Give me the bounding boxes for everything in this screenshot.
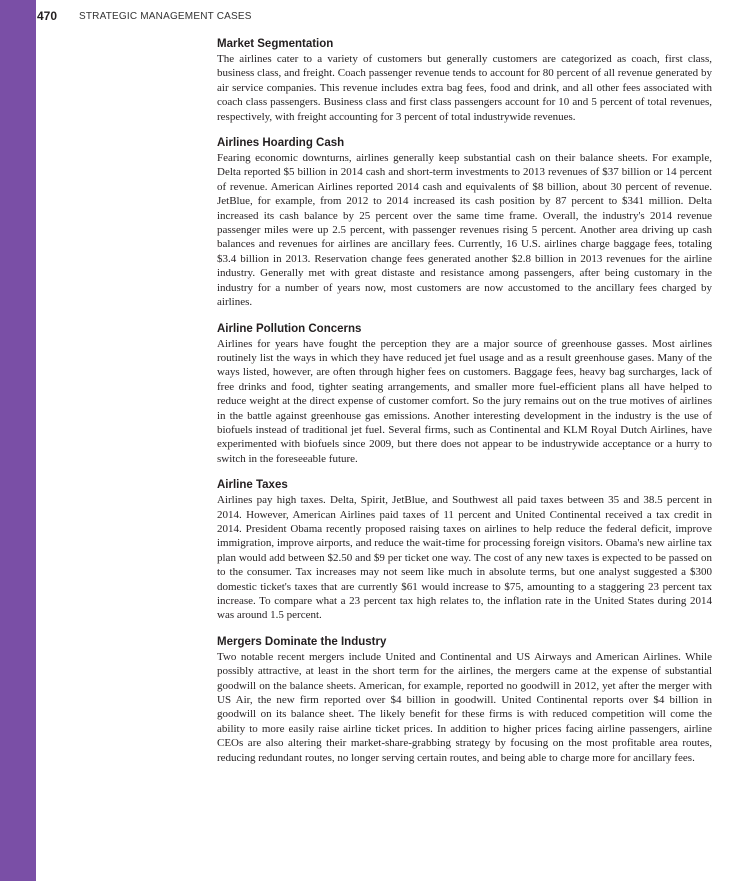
section-heading: Mergers Dominate the Industry bbox=[217, 635, 387, 648]
section-airlines-hoarding-cash bbox=[217, 136, 712, 309]
section-heading: Airlines Hoarding Cash bbox=[217, 137, 345, 150]
section-paragraph: Two notable recent mergers include United and Continental and US Airways and American Airlines. While possibly attractive, at least in the short term for the airlines, the mergers came at the expense of substantial goodwill on the balance sheets. American, for example, reported no goodwill in 2012, yet after the merger with US Air, the new firm reported over $4 billion in goodwill. United Continental reports over $4 billion in goodwill on its balance sheet. The likely benefit for these firms is with reduced competition will come the ability to more easily raise airline ticket prices. In addition to higher prices facing airline passengers, airline CEOs are also altering their market-share-grabbing strategy by focusing on the most profitable area routes, reducing redundant routes, no longer serving certain routes, and being able to charge more for ancillary fees. bbox=[217, 650, 712, 764]
page-content bbox=[217, 37, 712, 777]
page-number: 470 bbox=[37, 9, 58, 23]
section-paragraph: Airlines pay high taxes. Delta, Spirit, JetBlue, and Southwest all paid taxes between 35 and 38.5 percent in 2014. However, American Airlines paid taxes of 11 percent and United Continental received a tax credit in 2014. President Obama recently proposed raising taxes on airlines to help reduce the federal deficit, improve immigration, improve airports, and reduce the wait-time for processing foreign visitors. Obama's new airline tax plan would add between $2.50 and $9 per ticket one way. The cost of any new taxes is expected to be passed on to the consumer. Tax increases may not seem like much in absolute terms, but one analyst suggested a $300 domestic ticket's taxes that are currently $61 would increase to $75, amounting to a staggering 23 percent tax increase. To compare what a 23 percent tax high relates to, the inflation rate in the United States during 2014 was around 1.5 percent. bbox=[217, 494, 712, 622]
section-heading: Airline Taxes bbox=[217, 479, 288, 492]
section-paragraph: Fearing economic downturns, airlines generally keep substantial cash on their balance sheets. For example, Delta reported $5 billion in 2014 cash and short-term investments to 2013 revenues of $37 billion or 14 percent of revenue. American Airlines reported 2014 cash and equivalents of $8 billion, about 30 percent of revenue. JetBlue, for example, from 2012 to 2014 increased its cash position by 87 percent to $341 million. Delta increased its cash balance by 25 percent over the same time frame. Overall, the industry's 2014 revenue passenger miles were up 2.5 percent, with passenger revenues rising 5 percent. Another area driving up cash balances and revenues for airlines are ancillary fees. Currently, 16 U.S. airlines charge baggage fees, totaling $3.4 billion in 2013. Reservation change fees generated another $2.8 billion in 2013 revenues for the airline industry. Generally met with great distaste and resistance among passengers, after being customary in the industry for a number of years now, most customers are now accustomed to the ancillary fees charged by airlines. bbox=[217, 152, 712, 309]
section-paragraph: Airlines for years have fought the perception they are a major source of greenhouse gasses. Most airlines routinely list the ways in which they have reduced jet fuel usage and as a result greenhouse gases. Many of the ways listed, however, are often through higher fees on customers. Baggage fees, heavy bag surcharges, lack of free drinks and food, tighter seating arrangements, and smaller more fuel-efficient plans all have helped to reduce weight at the direct expense of customer comfort. So the jury remains out on the true motives of airlines in the battle against greenhouse gas emissions. Another interesting development in the industry is the use of biofuels instead of traditional jet fuel. Several firms, such as Continental and KLM Royal Dutch Airlines, have experimented with biofuels since 2009, but there does not appear to be industrywide acceptance or a hurry to switch in the foreseeable future. bbox=[217, 337, 712, 465]
section-mergers-dominate bbox=[217, 635, 712, 765]
page-margin-bar bbox=[0, 0, 36, 881]
section-market-segmentation bbox=[217, 37, 712, 124]
section-heading: Market Segmentation bbox=[217, 38, 334, 50]
section-airline-taxes bbox=[217, 478, 712, 623]
running-head: STRATEGIC MANAGEMENT CASES bbox=[79, 10, 252, 22]
page-header bbox=[36, 6, 252, 26]
section-heading: Airline Pollution Concerns bbox=[217, 322, 362, 335]
section-airline-pollution-concerns bbox=[217, 322, 712, 467]
section-paragraph: The airlines cater to a variety of customers but generally customers are categorized as coach, first class, business class, and freight. Coach passenger revenue tends to account for 80 percent of all revenue generated by air service companies. This revenue includes extra bag fees, food and drink, and all other fees associated with coach class passengers. Business class and first class passengers account for 10 and 5 percent of total revenues, respectively, with freight accounting for 3 percent of total industrywide revenues. bbox=[217, 53, 712, 123]
